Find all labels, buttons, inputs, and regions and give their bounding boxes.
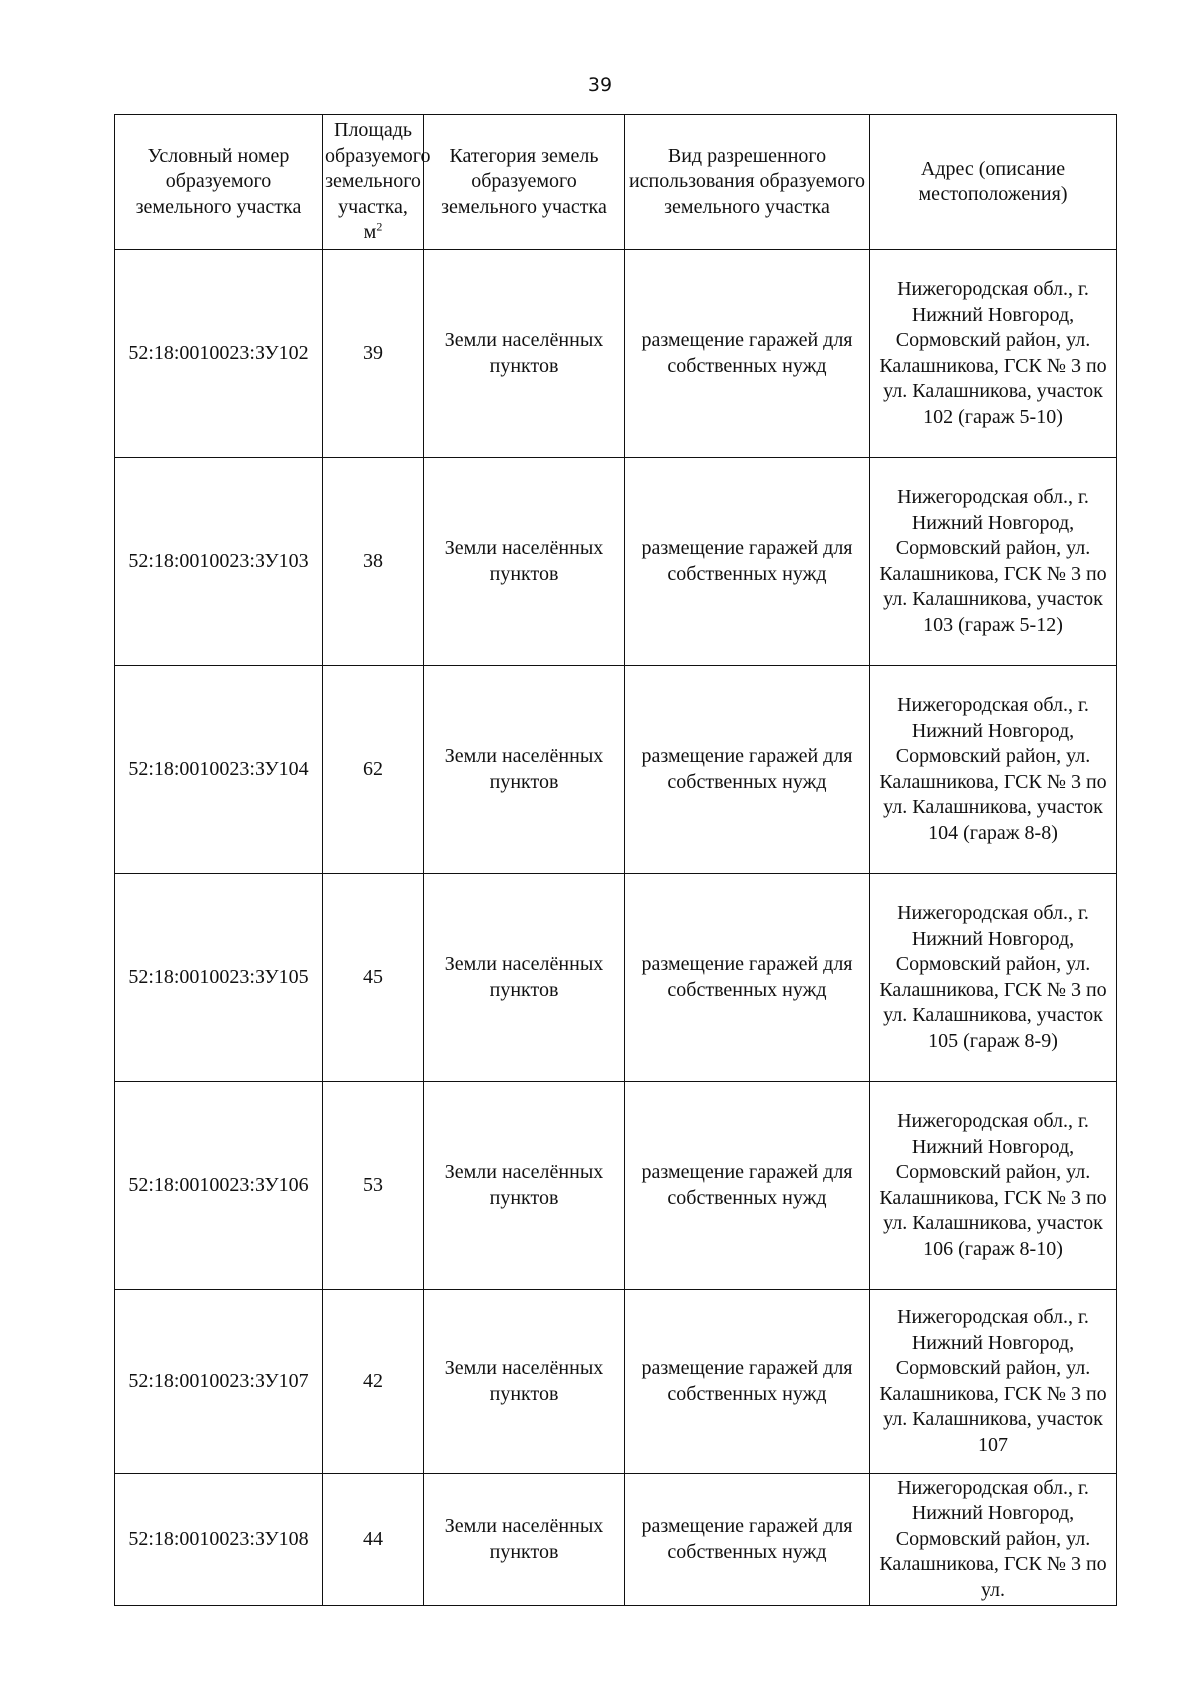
- cell-permitted-use: размещение гаражей для собственных нужд: [625, 1474, 870, 1606]
- cell-permitted-use: размещение гаражей для собственных нужд: [625, 1290, 870, 1474]
- cell-plot-number: 52:18:0010023:ЗУ105: [115, 874, 323, 1082]
- header-area: [323, 115, 431, 250]
- land-plot-table: [114, 114, 1117, 1606]
- cell-land-category: Земли населённых пунктов: [424, 458, 625, 666]
- cell-address: Нижегородская обл., г. Нижний Новгород, Сормовский район, ул. Калашникова, ГСК № 3 по ул. Калашникова, участок 106 (гараж 8-10): [870, 1082, 1117, 1290]
- cell-plot-number: 52:18:0010023:ЗУ106: [115, 1082, 323, 1290]
- cell-plot-number: 52:18:0010023:ЗУ102: [115, 250, 323, 458]
- cell-land-category: Земли населённых пунктов: [424, 1082, 625, 1290]
- table-header-row: [115, 115, 1117, 250]
- cell-permitted-use: размещение гаражей для собственных нужд: [625, 250, 870, 458]
- header-area-unit: [364, 221, 383, 243]
- cell-land-category: Земли населённых пунктов: [424, 1290, 625, 1474]
- table-row: [115, 1082, 1117, 1290]
- cell-area: 45: [323, 874, 424, 1082]
- cell-land-category: Земли населённых пунктов: [424, 874, 625, 1082]
- cell-address: Нижегородская обл., г. Нижний Новгород, Сормовский район, ул. Калашникова, ГСК № 3 по ул. Калашникова, участок 102 (гараж 5-10): [870, 250, 1117, 458]
- header-plot-number: Условный номер образуемого земельного участка: [115, 115, 323, 250]
- table-row: [115, 250, 1117, 458]
- cell-area: 38: [323, 458, 424, 666]
- cell-permitted-use: размещение гаражей для собственных нужд: [625, 666, 870, 874]
- cell-permitted-use: размещение гаражей для собственных нужд: [625, 874, 870, 1082]
- cell-land-category: Земли населённых пунктов: [424, 250, 625, 458]
- area-unit-power: 2: [376, 219, 383, 234]
- cell-plot-number: 52:18:0010023:ЗУ104: [115, 666, 323, 874]
- cell-address: Нижегородская обл., г. Нижний Новгород, Сормовский район, ул. Калашникова, ГСК № 3 по ул. Калашникова, участок 105 (гараж 8-9): [870, 874, 1117, 1082]
- header-land-category: Категория земель образуемого земельного участка: [424, 115, 625, 250]
- cell-area: 62: [323, 666, 424, 874]
- cell-permitted-use: размещение гаражей для собственных нужд: [625, 1082, 870, 1290]
- header-address: Адрес (описание местоположения): [870, 115, 1117, 250]
- cell-address: Нижегородская обл., г. Нижний Новгород, Сормовский район, ул. Калашникова, ГСК № 3 по ул. Калашникова, участок 107: [870, 1290, 1117, 1474]
- table-row: [115, 1290, 1117, 1474]
- cell-address: Нижегородская обл., г. Нижний Новгород, Сормовский район, ул. Калашникова, ГСК № 3 по ул. Калашникова, участок 104 (гараж 8-8): [870, 666, 1117, 874]
- table-row: [115, 1474, 1117, 1606]
- area-unit-symbol: м: [363, 221, 377, 244]
- cell-area: 42: [323, 1290, 424, 1474]
- cell-plot-number: 52:18:0010023:ЗУ108: [115, 1474, 323, 1606]
- table-row: [115, 458, 1117, 666]
- cell-area: 44: [323, 1474, 424, 1606]
- cell-address: Нижегородская обл., г. Нижний Новгород, Сормовский район, ул. Калашникова, ГСК № 3 по ул.: [870, 1474, 1117, 1606]
- cell-land-category: Земли населённых пунктов: [424, 1474, 625, 1606]
- cell-area: 39: [323, 250, 424, 458]
- cell-area: 53: [323, 1082, 424, 1290]
- page-number: 39: [587, 74, 613, 96]
- cell-plot-number: 52:18:0010023:ЗУ103: [115, 458, 323, 666]
- cell-address: Нижегородская обл., г. Нижний Новгород, Сормовский район, ул. Калашникова, ГСК № 3 по ул. Калашникова, участок 103 (гараж 5-12): [870, 458, 1117, 666]
- cell-plot-number: 52:18:0010023:ЗУ107: [115, 1290, 323, 1474]
- header-permitted-use: Вид разрешенного использования образуемого земельного участка: [625, 115, 870, 250]
- header-area-label: Площадь образуемого земельного участка,: [325, 119, 431, 218]
- table-row: [115, 666, 1117, 874]
- cell-land-category: Земли населённых пунктов: [424, 666, 625, 874]
- cell-permitted-use: размещение гаражей для собственных нужд: [625, 458, 870, 666]
- table-row: [115, 874, 1117, 1082]
